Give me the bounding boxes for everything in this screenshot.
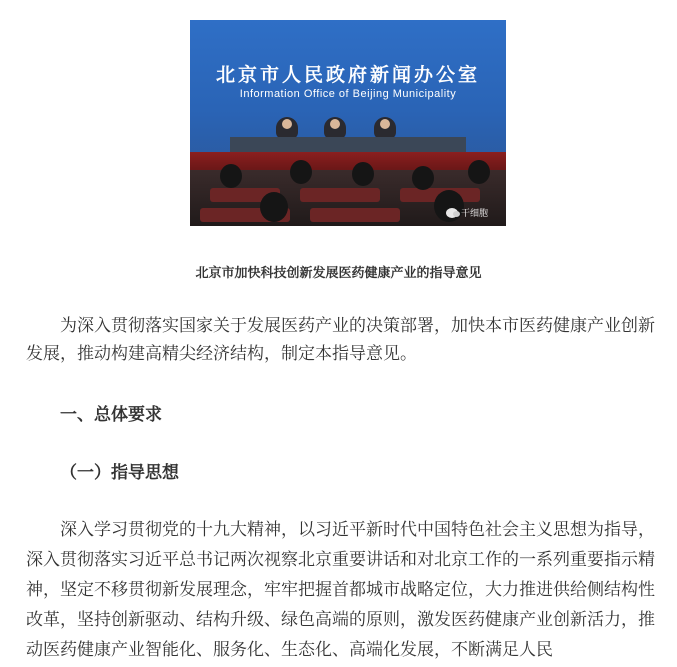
- speaker-figure: [374, 117, 396, 139]
- section-heading: 一、总体要求: [60, 405, 162, 425]
- press-conference-photo: [190, 20, 506, 226]
- speaker-figure: [324, 117, 346, 139]
- audience-head: [260, 192, 288, 222]
- watermark-text: 干细胞: [461, 209, 489, 219]
- podium-table: [230, 137, 466, 153]
- seat-row: [300, 188, 380, 202]
- body-paragraph: 深入学习贯彻党的十九大精神，以习近平新时代中国特色社会主义思想为指导，深入贯彻落实习近平总书记两次视察北京重要讲话和对北京工作的一系列重要指示精神，坚定不移贯彻新发展理念，牢牢把握首都城市战略定位，大力推进供给侧结构性改革，坚持创新驱动、结构升级、绿色高端的原则，激发医药健康产业创新活力，推动医药健康产业智能化、服务化、生态化、高端化发展，不断满足人民: [26, 520, 655, 660]
- wechat-icon: [446, 208, 458, 218]
- image-caption: 北京市加快科技创新发展医药健康产业的指导意见: [195, 266, 482, 281]
- banner-chinese-text: 北京市人民政府新闻办公室: [215, 64, 480, 86]
- audience-head: [290, 160, 312, 184]
- speaker-figure: [276, 117, 298, 139]
- audience-head: [352, 162, 374, 186]
- audience-head: [468, 160, 490, 184]
- intro-paragraph: 为深入贯彻落实国家关于发展医药产业的决策部署，加快本市医药健康产业创新发展，推动构建高精尖经济结构，制定本指导意见。: [26, 316, 655, 364]
- audience-head: [412, 166, 434, 190]
- banner-english-text: Information Office of Beijing Municipality: [239, 88, 457, 100]
- subsection-heading: （一）指导思想: [60, 463, 179, 483]
- watermark: [446, 206, 488, 219]
- audience-head: [220, 164, 242, 188]
- seat-row: [310, 208, 400, 222]
